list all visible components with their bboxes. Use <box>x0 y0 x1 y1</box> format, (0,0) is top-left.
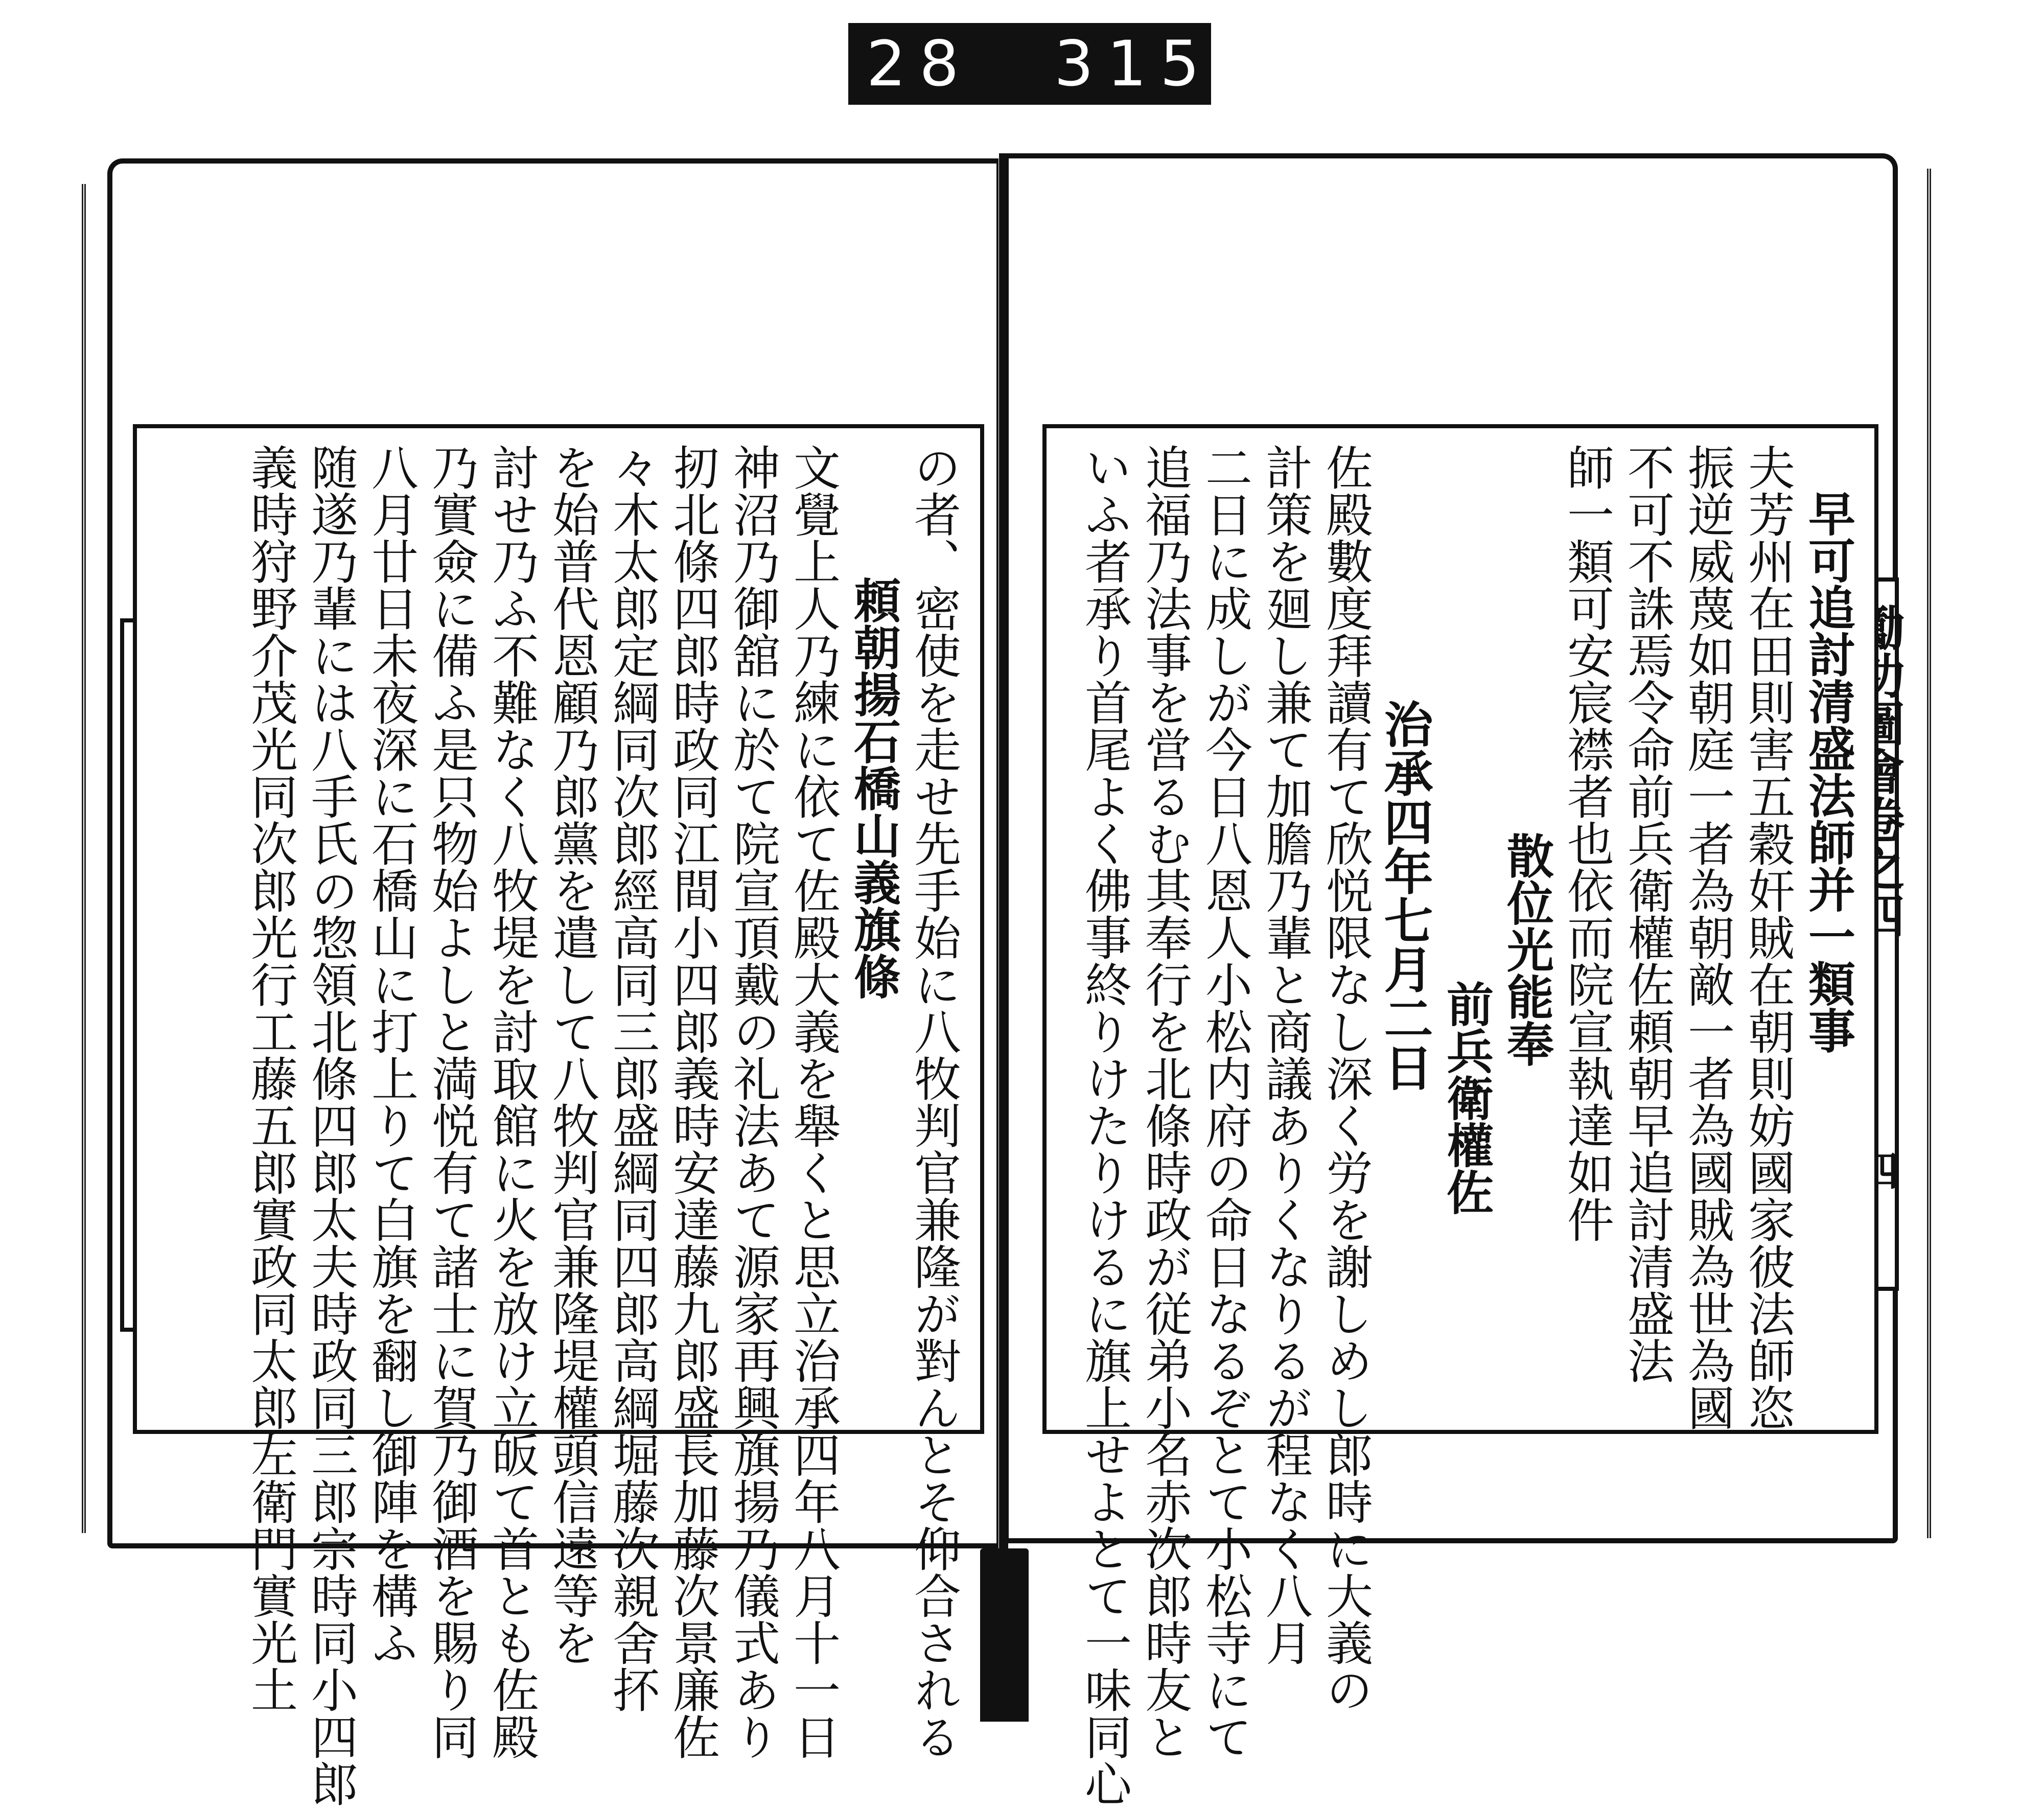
bookmark-ribbon <box>980 1548 1029 1722</box>
text-column: 々木太郎定綱同次郎經高同三郎盛綱同四郎高綱堀藤次親舍抔 <box>605 444 660 1713</box>
text-column: 夫芳州在田則害五穀奸賊在朝則妨國家彼法師恣 <box>1740 444 1795 1431</box>
text-column: 文覺上人乃練に依て佐殿大義を舉くと思立治承四年八月十一日 <box>786 444 841 1760</box>
text-column: 振逆威蔑如朝庭一者為朝敵一者為國賊為世為國 <box>1680 444 1735 1431</box>
book-spine <box>999 153 1008 1554</box>
call-number-left: 328 <box>813 28 972 100</box>
text-column: を始普代恩顧乃郎黨を遣して八牧判官兼隆堤權頭信遠等を <box>545 444 599 1666</box>
call-number-label <box>813 23 1246 105</box>
text-column: 八月廿日未夜深に石橋山に打上りて白旗を翻し御陣を構ふ <box>364 444 419 1666</box>
text-column: 不可不誅焉令命前兵衛權佐頼朝早追討清盛法 <box>1620 444 1675 1384</box>
text-column: 義時狩野介茂光同次郎光行工藤五郎實政同太郎左衛門實光土 <box>243 444 298 1713</box>
right-text-columns <box>1067 444 1856 1807</box>
addressee-line: 前兵衛權佐 <box>1439 980 1494 1215</box>
text-column: 計策を廻し兼て加膽乃輩と商議ありくなりるが程なく八月 <box>1258 444 1313 1666</box>
text-column: 佐殿數度拜讀有て欣悦限なし深く労を謝しめし郎時に大義の <box>1318 444 1373 1713</box>
text-column: の者、密使を走せ先手始に八牧判官兼隆が對んとそ仰合される <box>907 444 961 1760</box>
left-text-columns <box>157 444 961 1807</box>
signatory-line: 散位光能奉 <box>1499 832 1554 1067</box>
text-column: 師一類可安宸襟者也依而院宣執達如件 <box>1560 444 1614 1243</box>
right-text-frame <box>1042 424 1878 1807</box>
text-column: いふ者承り首尾よく佛事終りけたりけるに旗上せよとて一味同心 <box>1077 444 1132 1807</box>
text-column: 二日に成しが今日八恩人小松内府の命日なるぞとて小松寺にて <box>1198 444 1252 1760</box>
document-heading: 早可追討清盛法師并一類事 <box>1801 490 1856 1054</box>
text-column: 追福乃法事を営るむ其奉行を北條時政が従弟小名赤次郎時友と <box>1137 444 1192 1760</box>
text-column: 乃實僉に備ふ是只物始よしと満悦有て諸士に賀乃御酒を賜り同 <box>424 444 479 1760</box>
left-text-frame <box>133 424 984 1807</box>
section-heading: 頼朝揚石橋山義旗條 <box>846 576 901 1000</box>
document-date: 治承四年七月二日 <box>1376 699 1434 1092</box>
text-column: 討せ乃ふ不難なく八牧堤を討取館に火を放け立皈て首とも佐殿 <box>484 444 539 1760</box>
text-column: 神沼乃御舘に於て院宣頂戴の礼法あて源家再興旗揚乃儀式あり <box>726 444 780 1760</box>
call-number-right: 315. <box>1054 28 1246 100</box>
text-column: 随遂乃輩には八手氏の惣領北條四郎太夫時政同三郎宗時同小四郎 <box>304 444 358 1807</box>
text-column: 扨北條四郎時政同江間小四郎義時安達藤九郎盛長加藤次景廉佐 <box>665 444 720 1760</box>
